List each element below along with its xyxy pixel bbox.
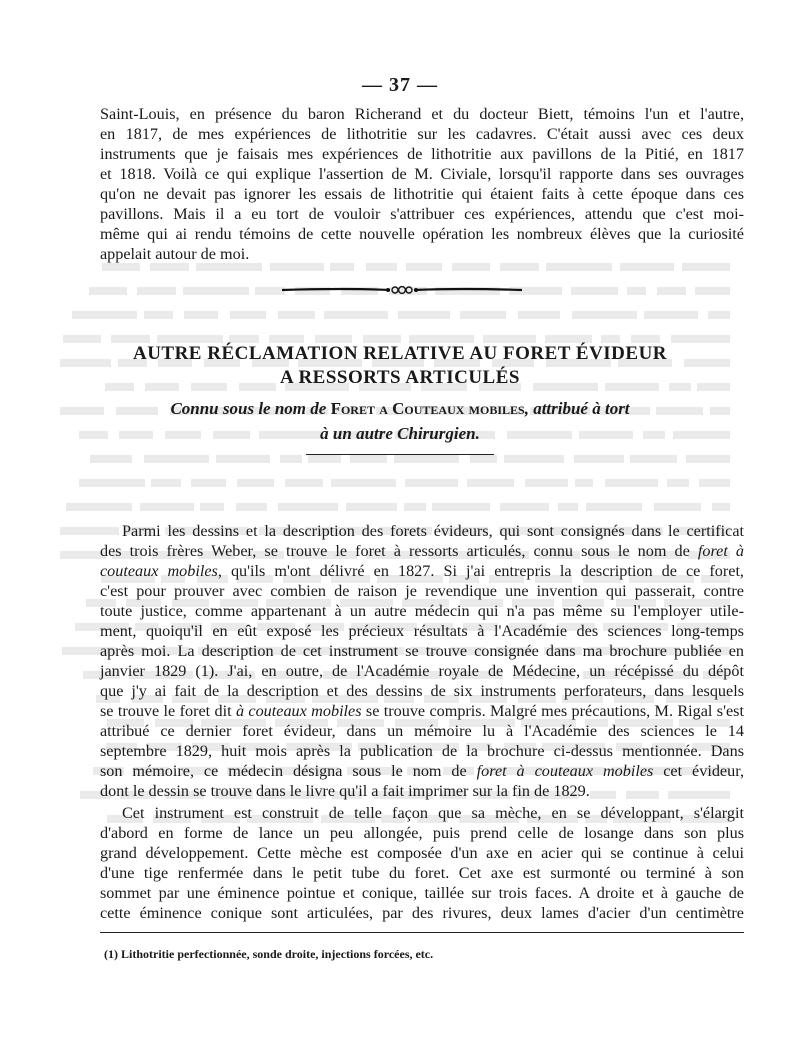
bleed-mark [66,503,132,511]
bleed-mark [150,263,189,271]
bleed-mark [575,479,593,487]
title-rule [306,454,494,455]
bleed-mark [671,335,730,343]
body-line [100,701,744,721]
bleed-mark [500,503,549,511]
bleed-mark [631,335,660,343]
bleed-mark [406,263,442,271]
intro-paragraph [100,104,744,264]
subtitle-text-2: , attribué à tort [524,399,630,418]
text-run: se trouve le foret dit [100,702,236,720]
body2-line: Cet instrument est construit de telle façon que sa mèche, en se développant, s'élargit [122,804,744,822]
body2-line: cette éminence conique sont articulées, par des rivures, deux lames d'acier d'un centimètre [100,904,744,922]
bleed-mark [467,479,514,487]
bleed-mark [140,503,194,511]
body-line [100,521,744,541]
intro-line: et 1818. Voilà ce qui explique l'assertion de M. Civiale, lorsqu'il rapporte dans ses ouvrages [100,165,744,183]
bleed-mark [518,311,560,319]
bleed-mark [682,263,730,271]
body-line [100,681,744,701]
italic-run: foret à [697,542,744,560]
section-title-line-1: AUTRE RÉCLAMATION RELATIVE AU FORET ÉVIDEUR [132,343,668,364]
text-run: des trois frères Weber, se trouve le foret à ressorts articulés, connu sous le nom de [100,542,698,560]
text-run: cet évideur, [653,762,744,780]
bleed-mark [657,287,686,295]
bleed-mark [452,263,490,271]
footnote: (1) Lithotritie perfectionnée, sonde droite, injections forcées, etc. [104,947,434,961]
text-run: dont le dessin se trouve dans le livre qu'il a fait imprimer sur la fin de 1829. [100,782,590,800]
bleed-mark [63,335,101,343]
bleed-mark [315,335,352,343]
bleed-mark [586,503,642,511]
bleed-mark [236,503,267,511]
body-line [100,601,744,621]
bleed-mark [269,335,304,343]
bleed-mark [500,263,539,271]
bleed-mark [200,503,224,511]
bleed-mark [404,503,426,511]
bleed-mark [90,455,132,463]
bleed-mark [470,455,497,463]
bleed-mark [144,311,173,319]
text-run: que j'y ai fait de la description et des dessins de six instruments perforateurs, dans lesquels [100,682,744,700]
bleed-mark [546,263,612,271]
subtitle-line-2: à un autre Chirurgien. [320,424,480,443]
bleed-mark [79,479,145,487]
ornament-divider [282,283,522,297]
bleed-mark [308,455,341,463]
subtitle-smallcaps: Foret a Couteaux mobiles [330,399,525,418]
body-line [100,741,744,761]
bleed-mark [151,479,181,487]
italic-run: couteaux mobiles [100,562,218,580]
bleed-mark [699,479,730,487]
bleed-mark [394,455,459,463]
bleed-mark [216,455,270,463]
body-line [100,581,744,601]
intro-line: Saint-Louis, en présence du baron Richerand et du docteur Biett, témoins l'un et l'autre, [100,105,744,123]
text-run: après moi. La description de cet instrument se trouve consignée dans ma brochure publiée en [100,642,744,660]
bleed-mark [255,287,285,295]
body2-line: d'abord en forme de lance un peu allongée, puis prend celle de losange dans son plus [100,824,744,842]
bleed-mark [686,455,730,463]
italic-run: à couteaux mobiles [235,702,362,720]
body2-line: d'une tige renfermée dans le petit tube du foret. Cet axe est surmonté ou terminé à son [100,864,744,882]
body2-line: sommet par une éminence pointue et conique, taillée sur trois faces. A droite et à gauche de [100,884,744,902]
bleed-mark [398,311,450,319]
bleed-mark [144,455,209,463]
bleed-mark [89,287,127,295]
body-line [100,721,744,741]
text-run: Parmi les dessins et la description des forets évideurs, qui sont consignés dans le certificat [122,522,744,540]
bleed-mark [574,455,624,463]
bleed-mark [545,335,592,343]
bleed-mark [137,287,176,295]
bleed-mark [184,311,218,319]
bleed-mark [708,311,730,319]
bleed-mark [409,335,474,343]
text-run: son mémoire, ce médecin désigna sous le nom de [100,762,477,780]
footnote-rule [100,932,744,933]
bleed-mark [432,503,490,511]
bleed-mark [330,263,354,271]
body2-line: grand développement. Cette mèche est composée d'un axe en acier qui se continue à celui [100,844,744,862]
bleed-mark [644,311,698,319]
bleed-mark [366,263,397,271]
bleed-mark [111,335,150,343]
bleed-mark [102,263,140,271]
body-line [100,761,744,781]
bleed-mark [280,455,302,463]
subtitle-line-1 [0,398,800,420]
bleed-mark [191,479,226,487]
bleed-mark [572,311,637,319]
text-run: c'est pour prouver avec combien de raison je revendique une invention qui passerait, contre [100,582,744,600]
bleed-mark [525,479,568,487]
bleed-mark [667,479,689,487]
bleed-mark [460,311,506,319]
bleed-mark [712,503,730,511]
text-run: attribué ce dernier foret évideur, dans un mémoire lu à l'Académie des sciences le 14 [100,722,744,740]
text-run: ment, quoiqu'il en eût exposé les précieux résultats à l'Académie des sciences long-temps [100,622,744,640]
body-line [100,561,744,581]
intro-line: instruments que je faisais mes expériences de lithotritie aux pavillons de la Pitié, en 1817 [100,145,744,163]
bleed-mark [346,503,397,511]
bleed-mark [229,335,259,343]
bleed-mark [331,479,396,487]
bleed-mark [504,455,564,463]
body-line [100,541,744,561]
body-paragraph-1 [100,521,744,801]
bleed-mark [350,455,387,463]
body-paragraph-2 [100,803,744,923]
bleed-mark [605,479,658,487]
body-line [100,641,744,661]
bleed-mark [157,335,223,343]
intro-line: appelait autour de moi. [100,245,250,263]
bleed-mark [695,287,730,295]
bleed-mark [601,335,620,343]
bleed-mark [654,503,701,511]
bleed-mark [72,311,137,319]
bleed-mark [278,311,315,319]
bleed-mark [324,311,388,319]
bleed-mark [183,287,249,295]
bleed-mark [278,503,338,511]
text-run: janvier 1829 (1). J'ai, en outre, de l'Académie royale de Médecine, un récépissé du dépôt [100,662,744,680]
body-line [100,661,744,681]
bleed-mark [237,479,274,487]
intro-line: même qui ai rendu témoins de cette nouvelle opération les nombreux élèves que la curiosité [100,225,744,243]
page-number: — 37 — [362,74,438,96]
bleed-mark [363,335,401,343]
body-line [100,781,744,801]
section-title-line-2: A RESSORTS ARTICULÉS [280,367,520,388]
text-run: , qu'ils m'ont délivré en 1827. Si j'ai entrepris la description de ce foret, [217,562,744,580]
text-run: se trouve compris. Malgré mes précautions, M. Rigal s'est [361,702,744,720]
bleed-mark [196,263,262,271]
intro-line: en 1817, de mes expériences de lithotritie sur les cadavres. C'était aussi avec ces deux [100,125,744,143]
italic-run: foret à couteaux mobiles [476,762,654,780]
bleed-mark [230,311,266,319]
bleed-mark [558,503,578,511]
bleed-mark [405,479,458,487]
bleed-mark [571,287,618,295]
bleed-mark [627,287,646,295]
bleed-mark [630,455,677,463]
subtitle-text: Connu sous le nom de [170,399,327,418]
bleed-mark [270,263,324,271]
intro-line: qu'on ne devait pas ignorer les essais de lithotritie qui étaient faits à cette époque dans ces [100,185,744,203]
intro-line: pavillons. Mais il a eu tort de vouloir s'attribuer ces expériences, attendu que c'est moi- [100,205,744,223]
text-run: toute justice, comme appartenant à un autre médecin qui n'a pas même su l'employer utile- [100,602,744,620]
body-line [100,621,744,641]
text-run: septembre 1829, huit mois après la publication de la brochure ci-dessus mentionnée. Dans [100,742,744,760]
bleed-mark [483,335,536,343]
bleed-mark [285,479,323,487]
bleed-mark [620,263,674,271]
